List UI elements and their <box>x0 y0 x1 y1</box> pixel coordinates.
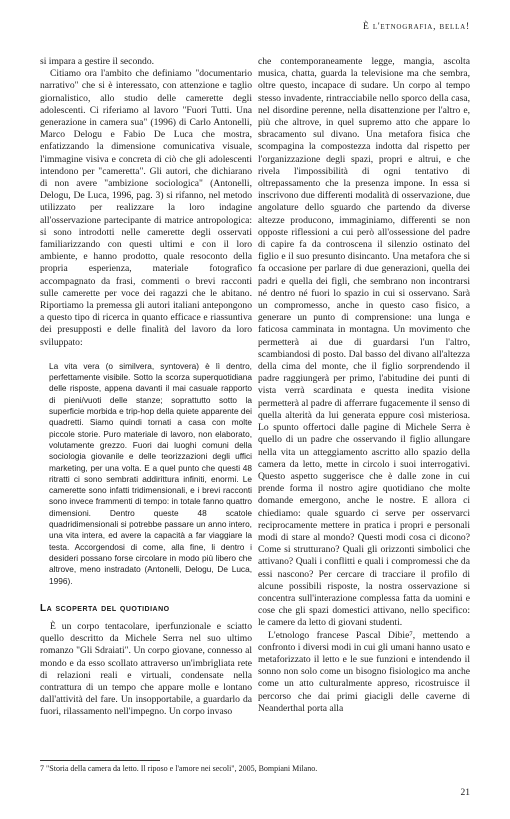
section-title: La scoperta del quotidiano <box>40 602 170 614</box>
footnote: 7 "Storia della camera da letto. Il riposo e l'amore nei secoli", 2005, Bompiani Milano. <box>40 764 318 773</box>
paragraph: Citiamo ora l'ambito che definiamo "documentario narrativo" che si è interessato, con attenzione e taglio giornalistico, allo studio delle camerette degli adolescenti. Ci riferiamo al lavoro "Fuori Tutti. Una generazione in camera sua" (1996) di Carlo Antonelli, Marco Delogu e Fabio De Luca che mostra, enfatizzando la dimensione comunicativa visuale, l'immagine visiva e concreta di ciò che gli adolescenti intendono per "cameretta". Gli autori, che dichiarano di non avere "ambizione sociologica" (Antonelli, Delogu, De Luca, 1996, pag. 3) si rifanno, nel metodo utilizzato per realizzare la loro indagine all'osservazione partecipante di matrice antropologica: si sono introdotti nelle camerette degli osservati familiarizzando con questi ultimi e con il loro ambiente, e hanno prodotto, quale resoconto della propria esperienza, materiale fotografico accompagnato da frasi, commenti o brevi racconti sulle camerette per voce dei ragazzi che le abitano. Riportiamo la premessa gli autori italiani antepongono a questo tipo di ricerca in quanto efficace e riassuntiva dei presupposti e delle finalità del lavoro da loro sviluppato: <box>40 68 252 348</box>
paragraph: L'etnologo francese Pascal Dibie⁷, mettendo a confronto i diversi modi in cui gli umani hanno usato e metaforizzato il letto e le sue funzioni e intendendo il sonno non solo come un bisogno fisiologico ma anche come un atto culturalmente appreso, ricostruisce il percorso che dai primi giacigli delle caverne di Neanderthal porta alla <box>258 629 470 714</box>
block-quote: La vita vera (o similvera, syntovera) è lì dentro, perfettamente visibile. Sotto la scorza superquotidiana delle risposte, appena davanti il mai casuale rapporto di pieni/vuoti delle stanze; soprattutto sotto la superficie morbida e trip-hop della quiete apparente dei quadretti. Siamo quindi tornati a casa con molte piccole storie. Puro materiale di lavoro, non elaborato, volutamente grezzo. Fuori dai luoghi comuni della sociologia giovanile e delle teorizzazioni degli uffici marketing, per una volta. E a quel punto che questi 48 ritratti ci sono sembrati addirittura infiniti, enormi. Le camerette sono infatti tridimensionali, e i brevi racconti sono invece frammenti di tempo: in totale fanno quattro dimensioni. Dentro queste 48 scatole quadridimensionali si potrebbe passare un anno intero, una vita intera, ed avere la capacità a far viaggiare la testa. Accorgendosi di come, alla fine, li dentro i desideri possano forse circolare in modo più libero che altrove, meno instradato (Antonelli, Delogu, De Luca, 1996). <box>49 360 252 586</box>
page-number: 21 <box>460 788 470 798</box>
paragraph: che contemporaneamente legge, mangia, ascolta musica, chatta, guarda la televisione ma che sembra, oltre questo, incapace di sudare. Un corpo al tempo stesso invadente, rintracciabile nello sporco della casa, nel disordine perenne, nella disattenzione per l'altro e, più che altrove, in quel supremo atto che appare lo sbracamento sul divano. Una metafora fisica che scompagina la compostezza indotta dal rispetto per l'organizzazione degli spazi, propri e altrui, e che rivela l'impossibilità di ogni tentativo di oltrepassamento che la presenza impone. In essa si inscrivono due differenti modalità di osservazione, due angolature dello sguardo che partendo da diverse altezze producono, immaginiamo, differenti se non opposte riflessioni a cui però all'ossessione del padre di capire fa da controscena il silenzio ostinato del figlio e il suo presunto disincanto. Una metafora che si fa occasione per parlare di due generazioni, quella dei padri e quella dei figli, che sembrano non incontrarsi né dentro né fuori lo spazio in cui si osservano. Sarà un compromesso, anche in questo caso fisico, a generare un punto di comprensione: una lunga e faticosa camminata in montagna. Un movimento che permetterà ai due di guardarsi l'un l'altro, scambiandosi di posto. Dal basso del divano all'altezza della cima del monte, che il figlio sorprendendo il padre raggiungerà per primo, l'abitudine dei punti di vista verrà scardinata e questa inedita visione permetterà al padre di afferrare fugacemente il senso di quella alterità da lui generata eppure così misteriosa. Lo spunto offertoci dalle pagine di Michele Serra è quello di un padre che osservando il figlio allungare nella vita un atteggiamento ascritto allo spazio della camera da letto, mette in circolo i suoi interrogativi. Questo aspetto suggerisce che è dalle zone in cui prende forma il nostro agire quotidiano che molte domande emergono, anche le nostre. E allora ci chiediamo: quale sguardo ci serve per osservarci reciprocamente mettere in pratica i propri e personali modi di stare al mondo? Questi modi cosa ci dicono? Come si strutturano? Quali gli orizzonti simbolici che attivano? Quali i conflitti e quali i compromessi che da essi nascono? Per cercare di tracciare il profilo di alcune possibili risposte, la nostra osservazione si concentra sull'interazione complessa fatta da uomini e cose che gli spazi domestici attivano, nello specifico: le camere da letto di giovani studenti. <box>258 56 470 629</box>
right-column <box>258 56 470 715</box>
running-head: È l'etnografia, bella! <box>363 22 470 32</box>
left-column <box>40 56 252 719</box>
paragraph: si impara a gestire il secondo. <box>40 56 155 67</box>
footnote-divider <box>40 760 160 761</box>
paragraph: È un corpo tentacolare, iperfunzionale e sciatto quello descritto da Michele Serra nel suo ultimo romanzo "Gli Sdraiati". Un corpo giovane, connesso al mondo e da esso scollato attraverso un'imbrigliata rete di relazioni reali e virtuali, condensate nella contrattura di un tempo che appare molle e lontano dall'attività del fare. Un insopportabile, a guardarlo da fuori, rilassamento nell'impegno. Un corpo invaso <box>40 621 252 718</box>
